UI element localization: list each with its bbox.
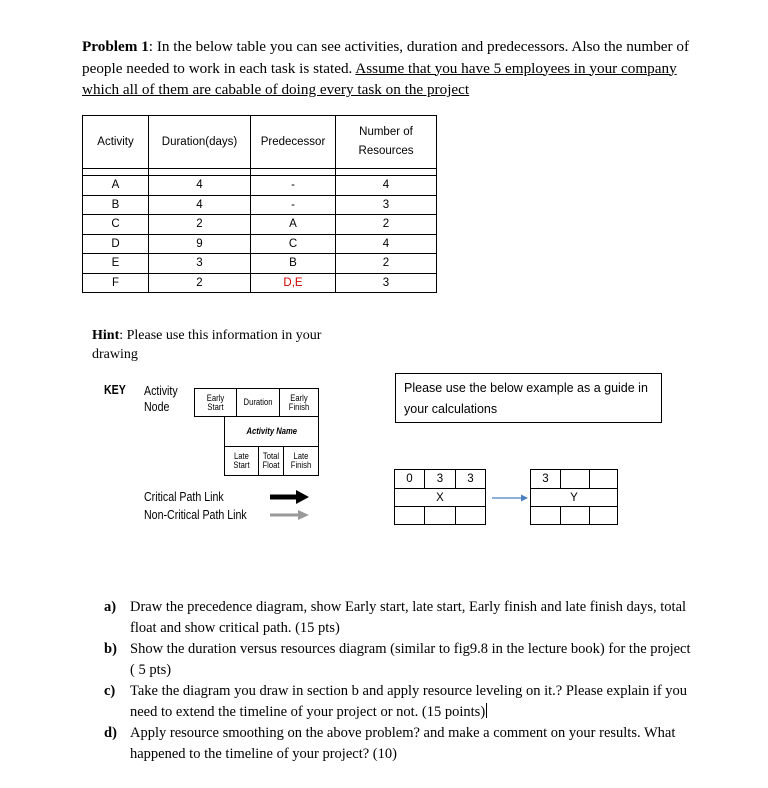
question-letter: b)	[104, 641, 117, 657]
question-c	[104, 681, 694, 723]
cell-duration: 9	[149, 234, 251, 254]
node-x-duration: 3	[424, 469, 456, 489]
questions-list	[104, 597, 694, 765]
table-row	[83, 215, 437, 235]
table-row	[83, 254, 437, 274]
node-y-early-finish	[589, 469, 618, 489]
key-early-finish: Early Finish	[279, 388, 319, 417]
activity-table	[82, 115, 437, 293]
node-y-late-start	[530, 506, 561, 525]
node-y-late-finish	[589, 506, 618, 525]
key-total-float: Total Float	[258, 446, 284, 476]
cell-resources: 3	[336, 195, 437, 215]
guide-box: Please use the below example as a guide in your calculations	[395, 373, 662, 423]
activity-node-label: Activity Node	[144, 384, 178, 414]
key-late-start: Late Start	[224, 446, 259, 476]
cell-duration: 3	[149, 254, 251, 274]
question-text: Show the duration versus resources diagram (similar to fig9.8 in the lecture book) for the project ( 5 pts)	[130, 641, 691, 678]
problem-text: : In the below table you can see activities, duration and predecessors. Also the number of people needed to work in each task is stated.	[82, 38, 690, 77]
cell-duration: 2	[149, 273, 251, 293]
node-x-early-finish: 3	[455, 469, 486, 489]
header-duration: Duration(days)	[149, 116, 251, 169]
table-row	[83, 273, 437, 293]
hint-label: Hint	[92, 328, 120, 343]
cell-duration: 2	[149, 215, 251, 235]
non-critical-path-link-label: Non-Critical Path Link	[144, 508, 247, 522]
question-b	[104, 639, 694, 681]
cell-predecessor: D,E	[251, 273, 336, 293]
critical-path-link-label: Critical Path Link	[144, 490, 224, 504]
table-row	[83, 234, 437, 254]
question-text: Apply resource smoothing on the above problem? and make a comment on your results. What happened to the timeline of your project? (10)	[130, 725, 676, 762]
node-x-late-start	[394, 506, 425, 525]
key-early-start: Early Start	[194, 388, 237, 417]
cell-duration: 4	[149, 176, 251, 196]
cell-predecessor: -	[251, 176, 336, 196]
key-activity-name: Activity Name	[224, 416, 319, 447]
node-x-total-float	[424, 506, 456, 525]
cell-activity: F	[83, 273, 149, 293]
key-late-finish: Late Finish	[283, 446, 319, 476]
header-predecessor: Predecessor	[251, 116, 336, 169]
question-letter: c)	[104, 683, 116, 699]
key-label: KEY	[104, 383, 126, 397]
node-y-duration	[560, 469, 590, 489]
question-a	[104, 597, 694, 639]
cell-resources: 2	[336, 215, 437, 235]
header-activity: Activity	[83, 116, 149, 169]
node-x-early-start: 0	[394, 469, 425, 489]
node-y-name: Y	[530, 488, 618, 507]
cell-predecessor: -	[251, 195, 336, 215]
cell-activity: E	[83, 254, 149, 274]
cell-resources: 3	[336, 273, 437, 293]
question-letter: d)	[104, 725, 117, 741]
text-cursor	[486, 703, 487, 718]
critical-arrow-icon	[270, 488, 312, 524]
cell-activity: D	[83, 234, 149, 254]
question-d	[104, 723, 694, 765]
table-header-row	[83, 116, 437, 169]
cell-predecessor: C	[251, 234, 336, 254]
cell-resources: 2	[336, 254, 437, 274]
cell-resources: 4	[336, 234, 437, 254]
problem-label: Problem 1	[82, 38, 149, 55]
cell-resources: 4	[336, 176, 437, 196]
table-gap-row	[83, 169, 437, 176]
key-duration: Duration	[236, 388, 280, 417]
node-x-name: X	[394, 488, 486, 507]
hint-body: : Please use this information in your drawing	[92, 328, 322, 362]
cell-activity: B	[83, 195, 149, 215]
hint-text	[92, 326, 352, 364]
cell-predecessor: B	[251, 254, 336, 274]
table-row	[83, 195, 437, 215]
node-x-late-finish	[455, 506, 486, 525]
cell-activity: C	[83, 215, 149, 235]
question-text: Take the diagram you draw in section b and apply resource leveling on it.? Please explain if you need to extend the timeline of your project or not. (15 points)	[130, 683, 688, 720]
node-y-total-float	[560, 506, 590, 525]
problem-statement	[82, 36, 692, 101]
question-letter: a)	[104, 599, 117, 615]
key-legend	[100, 380, 332, 530]
cell-activity: A	[83, 176, 149, 196]
header-resources: Number of Resources	[336, 116, 437, 169]
node-y-early-start: 3	[530, 469, 561, 489]
table-row	[83, 176, 437, 196]
cell-predecessor: A	[251, 215, 336, 235]
example-arrow-icon	[490, 492, 530, 504]
question-text: Draw the precedence diagram, show Early start, late start, Early finish and late finish days, total float and show critical path. (15 pts)	[130, 599, 687, 636]
cell-duration: 4	[149, 195, 251, 215]
problem-assumption: Assume that you have 5 employees in your company which all of them are cabable of doing every task on the project	[82, 59, 677, 98]
